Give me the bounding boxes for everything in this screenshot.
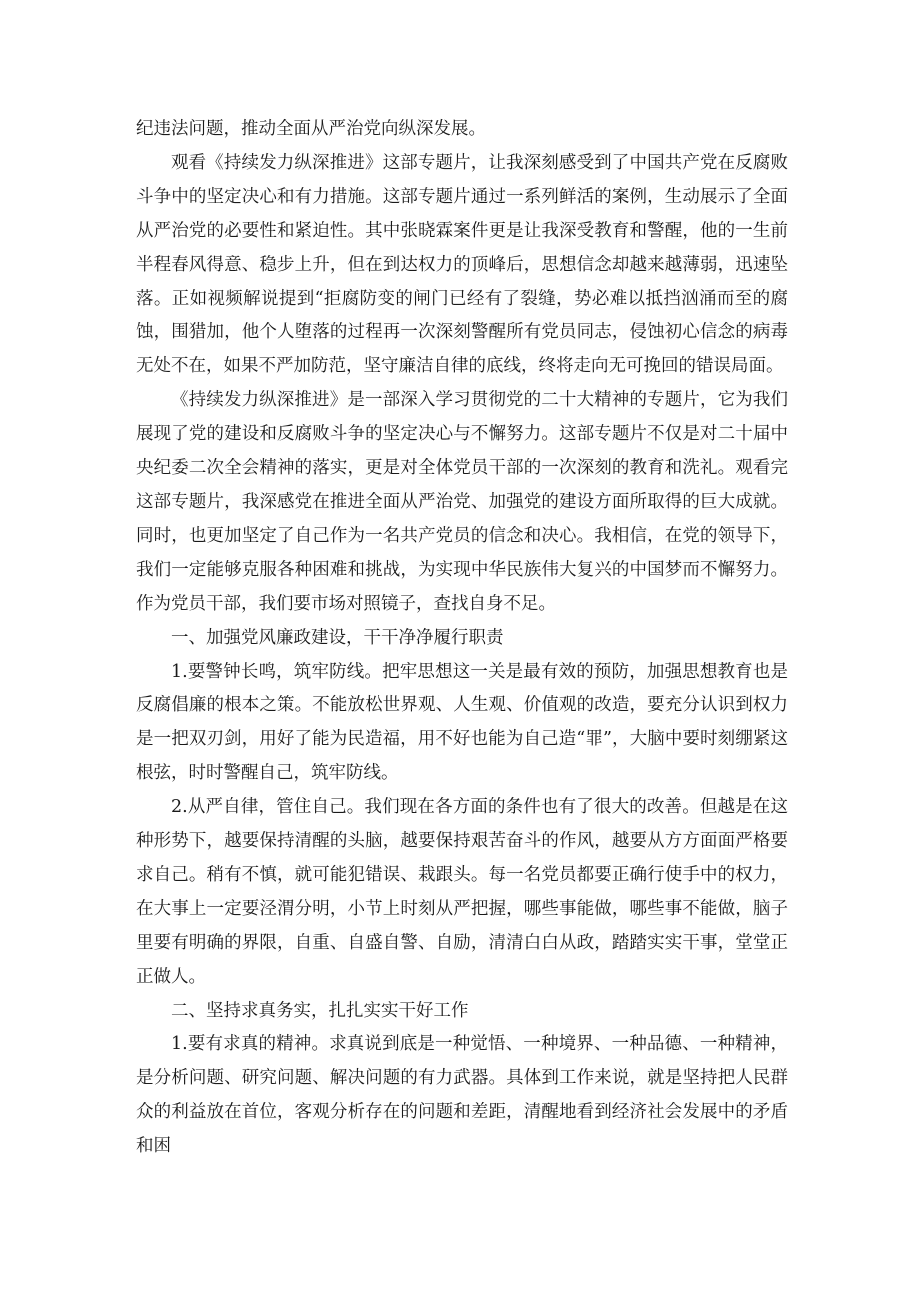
paragraph-item-1-2: 2.从严自律，管住自己。我们现在各方面的条件也有了很大的改善。但越是在这种形势下，越要保持清醒的头脑，越要保持艰苦奋斗的作风，越要从方方面面严格要求自己。稍有不慎，就可能犯错误、栽跟头。每一名党员都要正确行使手中的权力，在大事上一定要泾渭分明，小节上时刻从严把握，哪些事能做，哪些事不能做，脑子里要有明确的界限，自重、自盛自警、自励，清清白白从政，踏踏实实干事，堂堂正正做人。: [136, 797, 788, 987]
section-heading-1: 一、加强党风廉政建设，干干净净履行职责: [171, 627, 504, 648]
document-body: [136, 113, 788, 1164]
paragraph-item-2-1: 1.要有求真的精神。求真说到底是一种觉悟、一种境界、一种品德、一种精神，是分析问题、研究问题、解决问题的有力武器。具体到工作来说，就是坚持把人民群众的利益放在首位，客观分析存在的问题和差距，清醒地看到经济社会发展中的矛盾和困: [136, 1034, 788, 1157]
paragraph-film-review: 观看《持续发力纵深推进》这部专题片，让我深刻感受到了中国共产党在反腐败斗争中的坚定决心和有力措施。这部专题片通过一系列鲜活的案例，生动展示了全面从严治党的必要性和紧迫性。其中张晓霖案件更是让我深受教育和警醒，他的一生前半程春风得意、稳步上升，但在到达权力的顶峰后，思想信念却越来越薄弱，迅速坠落。正如视频解说提到“拒腐防变的闸门已经有了裂缝，势必难以抵挡汹涌而至的腐蚀，围猎加，他个人堕落的过程再一次深刻警醒所有党员同志，侵蚀初心信念的病毒无处不在，如果不严加防范，坚守廉洁自律的底线，终将走向无可挽回的错误局面。: [136, 152, 788, 377]
paragraph-item-1-1: 1.要警钟长鸣，筑牢防线。把牢思想这一关是最有效的预防，加强思想教育也是反腐倡廉的根本之策。不能放松世界观、人生观、价值观的改造，要充分认识到权力是一把双刃剑，用好了能为民造福，用不好也能为自己造“罪”，大脑中要时刻绷紧这根弦，时时警醒自己，筑牢防线。: [136, 661, 788, 784]
paragraph-film-summary: 《持续发力纵深推进》是一部深入学习贯彻党的二十大精神的专题片，它为我们展现了党的建设和反腐败斗争的坚定决心与不懈努力。这部专题片不仅是对二十届中央纪委二次全会精神的落实，更是对全体党员干部的一次深刻的教育和洗礼。观看完这部专题片，我深感党在推进全面从严治党、加强党的建设方面所取得的巨大成就。同时，也更加坚定了自己作为一名共产党员的信念和决心。我相信，在党的领导下，我们一定能够克服各种困难和挑战，为实现中华民族伟大复兴的中国梦而不懈努力。作为党员干部，我们要市场对照镜子，查找自身不足。: [136, 390, 788, 614]
section-heading-2: 二、坚持求真务实，扎扎实实干好工作: [171, 1000, 469, 1021]
paragraph-continuation: 纪违法问题，推动全面从严治党向纵深发展。: [136, 119, 486, 139]
